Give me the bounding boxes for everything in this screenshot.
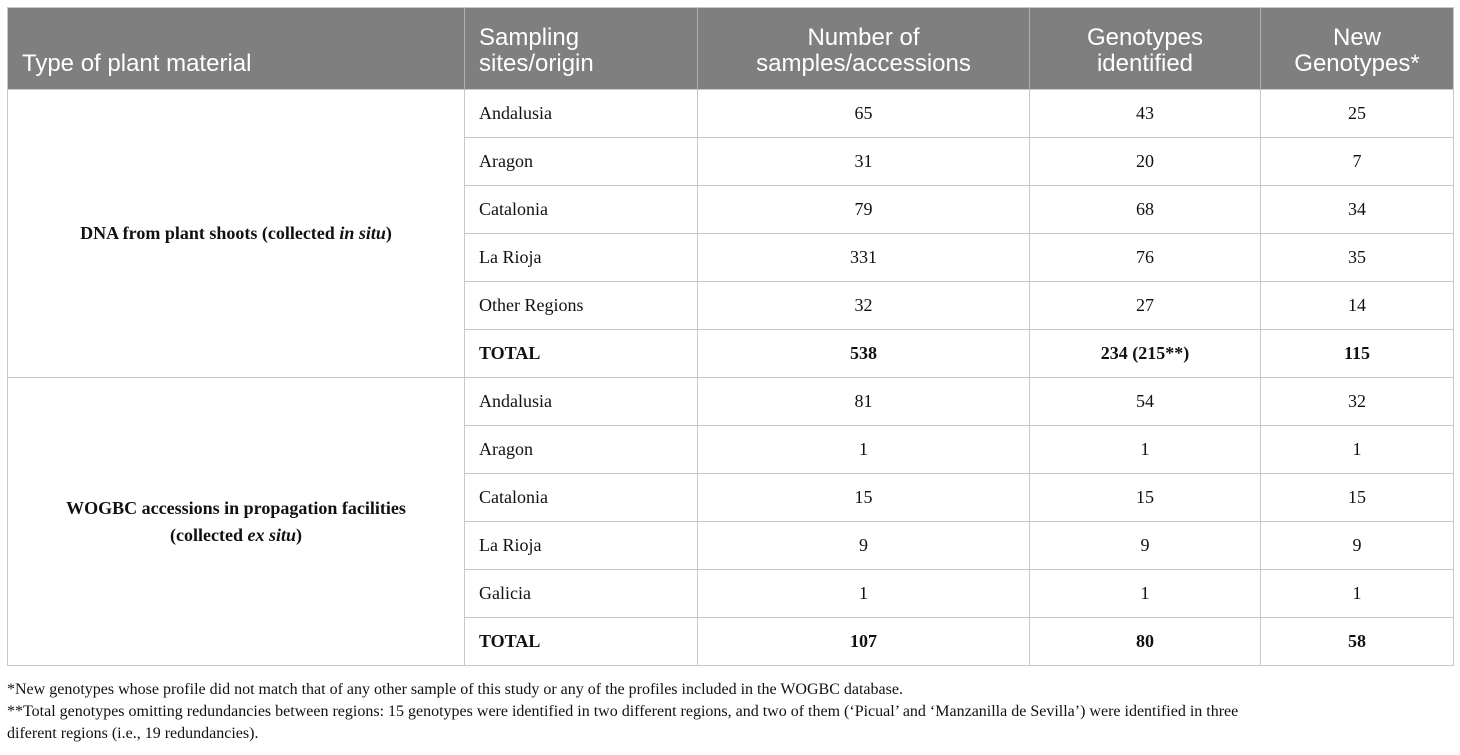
cell-site: Other Regions — [465, 282, 698, 330]
footnote-total-genotypes: **Total genotypes omitting redundancies between regions: 15 genotypes were identified in two different regions, and two of them (‘Picual’ and ‘Manzanilla de Sevilla’) were identified in three diferent regions (i.e., 19 redundancies). — [7, 703, 1239, 742]
cell-new: 115 — [1261, 330, 1454, 378]
group-label-ex-situ: WOGBC accessions in propagation facilities (collected ex situ) — [8, 378, 465, 666]
cell-genotypes: 43 — [1030, 90, 1261, 138]
cell-new: 58 — [1261, 618, 1454, 666]
cell-site: La Rioja — [465, 522, 698, 570]
cell-genotypes: 234 (215**) — [1030, 330, 1261, 378]
header-sampling-sites: Sampling sites/origin — [465, 8, 698, 90]
cell-new: 15 — [1261, 474, 1454, 522]
cell-new: 7 — [1261, 138, 1454, 186]
header-new-genotypes: New Genotypes* — [1261, 8, 1454, 90]
cell-genotypes: 80 — [1030, 618, 1261, 666]
cell-genotypes: 20 — [1030, 138, 1261, 186]
table-row — [8, 90, 1454, 138]
cell-genotypes: 27 — [1030, 282, 1261, 330]
cell-site: Galicia — [465, 570, 698, 618]
header-plant-material: Type of plant material — [8, 8, 465, 90]
cell-site: TOTAL — [465, 618, 698, 666]
cell-site: TOTAL — [465, 330, 698, 378]
footnote-new-genotypes: *New genotypes whose profile did not match that of any other sample of this study or any of the profiles included in the WOGBC database. — [7, 681, 903, 698]
cell-genotypes: 68 — [1030, 186, 1261, 234]
cell-new: 14 — [1261, 282, 1454, 330]
cell-samples: 9 — [698, 522, 1030, 570]
cell-new: 25 — [1261, 90, 1454, 138]
cell-new: 1 — [1261, 426, 1454, 474]
header-number-samples: Number of samples/accessions — [698, 8, 1030, 90]
cell-new: 35 — [1261, 234, 1454, 282]
cell-site: La Rioja — [465, 234, 698, 282]
cell-samples: 1 — [698, 426, 1030, 474]
cell-samples: 15 — [698, 474, 1030, 522]
table-container — [7, 7, 1453, 666]
group-label-in-situ: DNA from plant shoots (collected in situ) — [8, 90, 465, 378]
cell-new: 9 — [1261, 522, 1454, 570]
cell-site: Andalusia — [465, 378, 698, 426]
cell-genotypes: 15 — [1030, 474, 1261, 522]
cell-samples: 79 — [698, 186, 1030, 234]
cell-site: Catalonia — [465, 186, 698, 234]
cell-site: Catalonia — [465, 474, 698, 522]
cell-genotypes: 76 — [1030, 234, 1261, 282]
cell-samples: 331 — [698, 234, 1030, 282]
cell-site: Aragon — [465, 426, 698, 474]
cell-genotypes: 1 — [1030, 426, 1261, 474]
cell-samples: 65 — [698, 90, 1030, 138]
cell-new: 1 — [1261, 570, 1454, 618]
cell-genotypes: 54 — [1030, 378, 1261, 426]
cell-samples: 31 — [698, 138, 1030, 186]
table-row — [8, 378, 1454, 426]
header-row — [8, 8, 1454, 90]
cell-genotypes: 9 — [1030, 522, 1261, 570]
header-genotypes-identified: Genotypes identified — [1030, 8, 1261, 90]
cell-genotypes: 1 — [1030, 570, 1261, 618]
cell-samples: 107 — [698, 618, 1030, 666]
cell-samples: 81 — [698, 378, 1030, 426]
cell-new: 34 — [1261, 186, 1454, 234]
cell-site: Andalusia — [465, 90, 698, 138]
cell-site: Aragon — [465, 138, 698, 186]
cell-new: 32 — [1261, 378, 1454, 426]
footnotes — [7, 679, 1453, 745]
cell-samples: 1 — [698, 570, 1030, 618]
genotype-table — [7, 7, 1454, 666]
cell-samples: 32 — [698, 282, 1030, 330]
cell-samples: 538 — [698, 330, 1030, 378]
